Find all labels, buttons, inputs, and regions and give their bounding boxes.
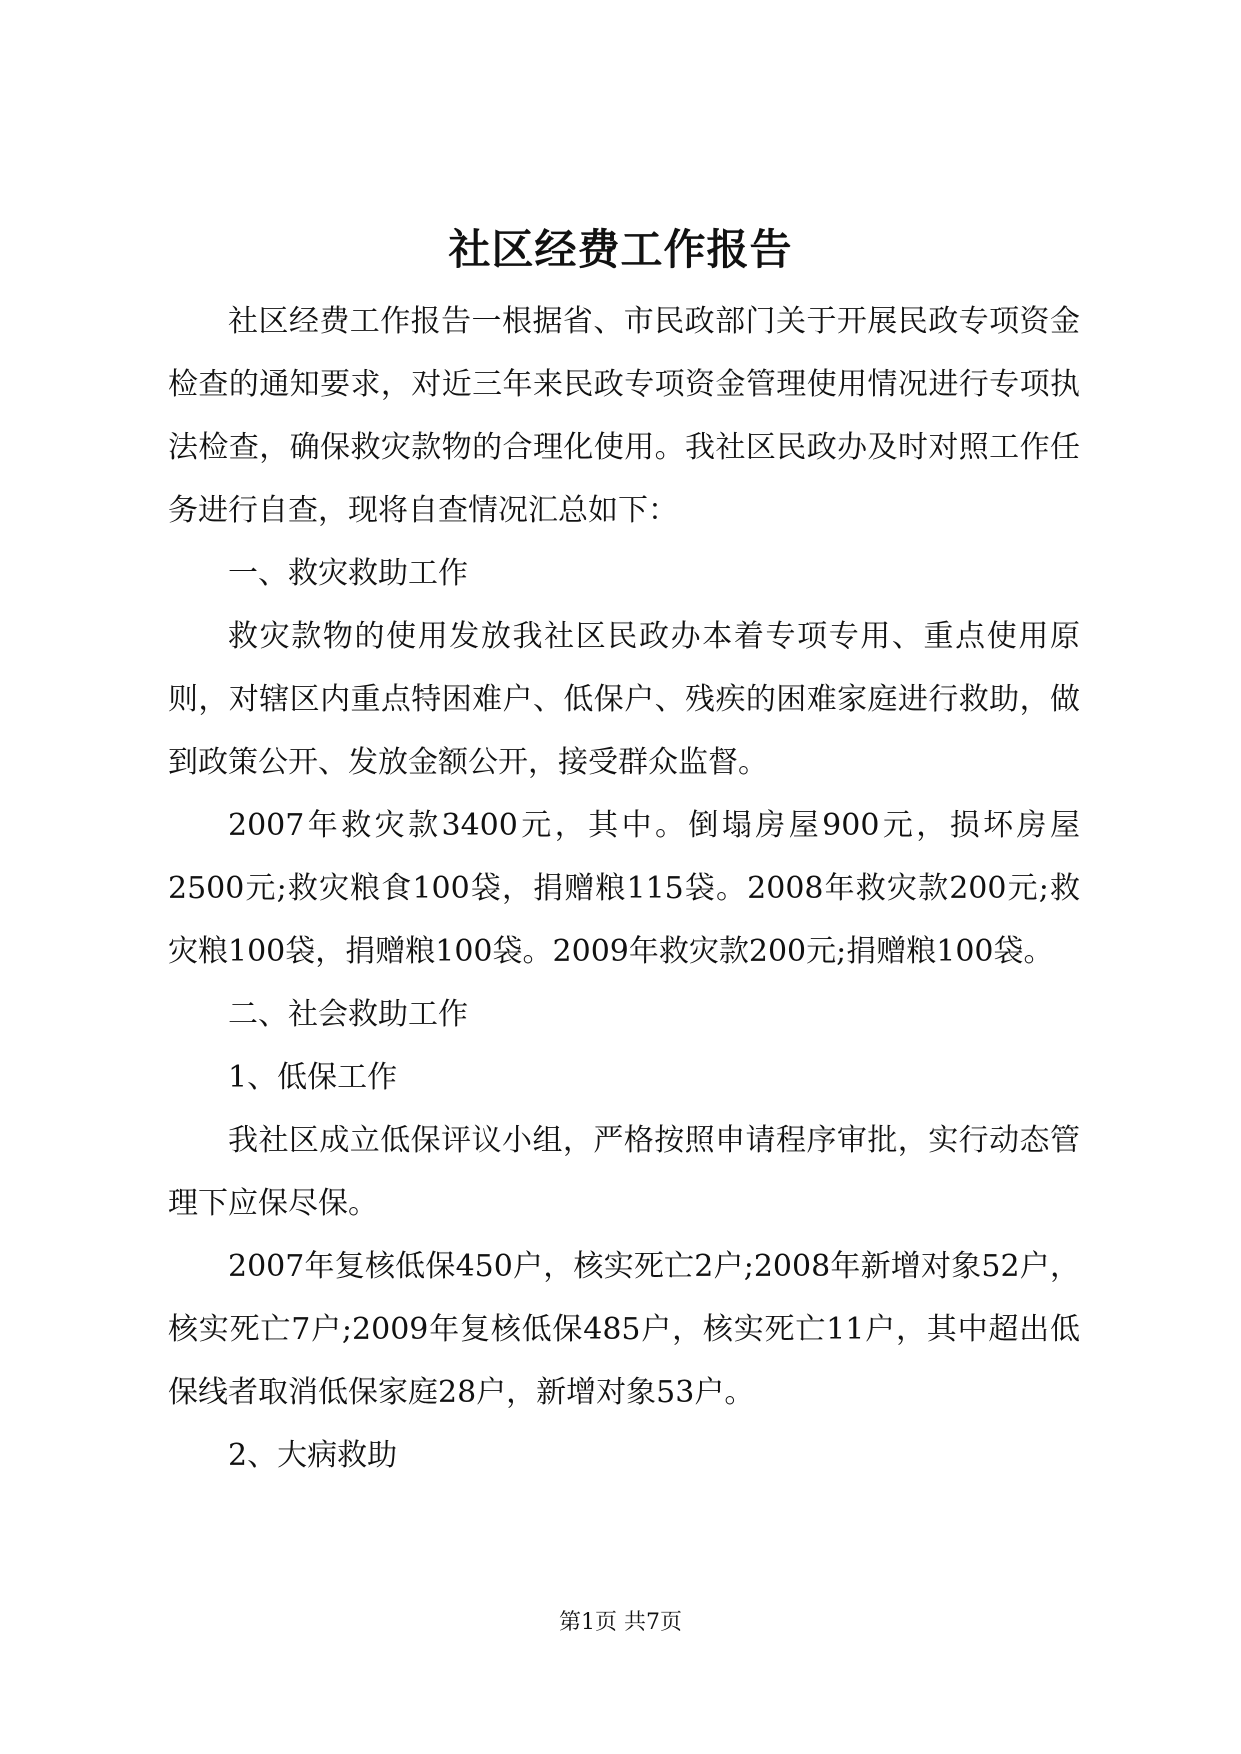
subsection-heading-serious-illness: 2、大病救助 [228, 1438, 398, 1473]
document-body [168, 290, 1080, 1487]
paragraph-minimum-living: 我社区成立低保评议小组，严格按照申请程序审批，实行动态管理下应保尽保。 [168, 1123, 1080, 1221]
subsection-heading-minimum-living: 1、低保工作 [228, 1060, 398, 1095]
paragraph-intro: 社区经费工作报告一根据省、市民政部门关于开展民政专项资金检查的通知要求，对近三年来民政专项资金管理使用情况进行专项执法检查，确保救灾款物的合理化使用。我社区民政办及时对照工作任务进行自查，现将自查情况汇总如下： [168, 304, 1080, 528]
paragraph-minimum-living-stats: 2007年复核低保450户，核实死亡2户;2008年新增对象52户，核实死亡7户;2009年复核低保485户，核实死亡11户，其中超出低保线者取消低保家庭28户，新增对象53户。 [168, 1249, 1080, 1410]
page-number-footer: 第1页 共7页 [559, 1610, 682, 1635]
section-heading-social-assistance: 二、社会救助工作 [228, 997, 468, 1032]
paragraph-disaster-funds: 2007年救灾款3400元，其中。倒塌房屋900元，损坏房屋2500元;救灾粮食100袋，捐赠粮115袋。2008年救灾款200元;救灾粮100袋，捐赠粮100袋。2009年救灾款200元;捐赠粮100袋。 [168, 808, 1080, 969]
paragraph-disaster-relief: 救灾款物的使用发放我社区民政办本着专项专用、重点使用原则，对辖区内重点特困难户、低保户、残疾的困难家庭进行救助，做到政策公开、发放金额公开，接受群众监督。 [168, 619, 1080, 780]
document-title: 社区经费工作报告 [448, 225, 793, 274]
section-heading-disaster-relief: 一、救灾救助工作 [228, 556, 468, 591]
